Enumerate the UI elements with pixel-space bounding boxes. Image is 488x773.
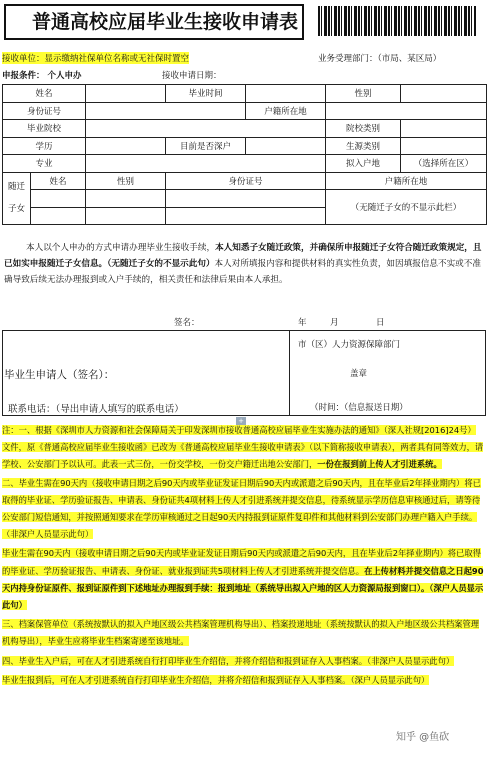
cell-acc-gender-value-2[interactable] — [86, 207, 166, 225]
cell-acc-id-value[interactable] — [166, 190, 326, 208]
declaration-text: 本人以个人申办的方式申请办理毕业生接收手续， — [26, 243, 216, 253]
receiving-unit-label: 接收单位：显示缴纳社保单位名称或无社保时置空 — [2, 54, 190, 64]
cell-settle-label: 拟入户地 — [326, 155, 401, 173]
barcode — [318, 6, 476, 36]
cell-degree-label: 学历 — [3, 137, 86, 155]
declaration — [4, 240, 484, 288]
sign-label: 签名： — [174, 318, 200, 328]
note-1-upload: 一份在报到前上传人才引进系统。 — [317, 459, 442, 470]
cell-major-value[interactable] — [86, 155, 326, 173]
cell-accompany-label: 随迁子女 — [3, 172, 31, 225]
table-move-handle[interactable]: + — [236, 417, 246, 425]
cell-acc-gender-value[interactable] — [86, 190, 166, 208]
cell-acc-id-label: 身份证号 — [166, 172, 326, 190]
cell-name-value[interactable] — [86, 85, 166, 103]
approval-divider — [289, 331, 290, 415]
cell-acc-id-value-2[interactable] — [166, 207, 326, 225]
sign-year: 年 — [298, 318, 307, 328]
cell-gender-value[interactable] — [401, 85, 487, 103]
cell-no-acc-note: （无随迁子女的不显示此栏） — [326, 190, 487, 225]
cell-acc-name-value[interactable] — [31, 190, 86, 208]
cell-school-type-value[interactable] — [401, 120, 487, 138]
cell-acc-name-label: 姓名 — [31, 172, 86, 190]
notes-section — [2, 422, 484, 689]
seal-label: 盖章 — [350, 369, 368, 379]
note-3-report: 在上传材料并提交信息之日起90天内持身份证原件、报到证原件到下述地址办理报到手续：报到地址（系统导出拟入户地的区人力资源局报到窗口）。（深户人员显示此句） — [2, 565, 484, 611]
cell-source-label: 生源类别 — [326, 137, 401, 155]
cell-hukou-value[interactable] — [326, 102, 487, 120]
cell-acc-name-value-2[interactable] — [31, 207, 86, 225]
hr-dept-label: 市（区）人力资源保障部门 — [298, 340, 401, 350]
cell-id-label: 身份证号 — [3, 102, 86, 120]
note-4: 三、档案保管单位（系统按默认的拟入户地区级公共档案管理机构导出）、档案投递地址（系统按默认的拟入户地区级公共档案管理机构导出），毕业生应将毕业生档案寄递至该地址。 — [2, 619, 480, 647]
form-title: 普通高校应届毕业生接收申请表 — [4, 4, 304, 40]
cell-school-label: 毕业院校 — [3, 120, 86, 138]
cell-hukou-label: 户籍所在地 — [246, 102, 326, 120]
condition-label: 申报条件： 个人申办 — [2, 71, 82, 81]
applicant-form-table — [2, 84, 487, 225]
note-1: 注：一、根据《深圳市人力资源和社会保障局关于印发深圳市接收普通高校应届毕业生实施办法的通知》（深人社规[2016]24号）文件，原《普通高校应届毕业生接收函》已改为《普通高校应届毕业生接收申请表》（以下简称接收申请表），两者具有同等效力，请学校、公安部门予以认可。此表一式三份，一份交学校，一份交户籍迁出地公安部门， — [2, 425, 484, 470]
note-2: 二、毕业生需在90天内（接收申请日期之后90天内或毕业证发证日期后90天内或派遣之后90天内，且在毕业后2年择业期内）将已取得的毕业证、学历验证报告、申请表、身份证共4项材料上传人才引进系统并提交信息，待系统显示学历信息审核通过后，请等待公安部门短信通知，并按照通知要求在学历审核通过之日起90天内持报到证原件复印件和其他材料到公安部门办理户籍入户手续。（非深户人员显示此句） — [2, 477, 481, 540]
declaration-accompany: 本人知悉子女随迁政策，并确保所申报随迁子女符合随迁政策规定，且已如实申报随迁子女信息。（无随迁子女的不显示此句） — [4, 243, 482, 269]
note-5: 四、毕业生入户后，可在人才引进系统自行打印毕业生介绍信，并将介绍信和报到证存入人事档案。（非深户人员显示此句） — [2, 655, 455, 666]
cell-settle-value[interactable]: （选择所在区） — [401, 155, 487, 173]
cell-source-value[interactable] — [401, 137, 487, 155]
cell-grad-time-value[interactable] — [246, 85, 326, 103]
sign-month: 月 — [330, 318, 339, 328]
cell-id-value[interactable] — [86, 102, 246, 120]
declaration-responsibility: 本人对所填报内容和提供材料的真实性负责，如因填报信息不实或不准确导致后续无法办理报到或入户手续的，相关责任和法律后果由本人承担。 — [4, 259, 481, 285]
note-6: 毕业生报到后，可在人才引进系统自行打印毕业生介绍信，并将介绍信和报到证存入人事档案。（深户人员显示此句） — [2, 674, 430, 685]
cell-gender-label: 性别 — [326, 85, 401, 103]
report-date-label: （时间：（信息报送日期） — [310, 403, 408, 413]
cell-degree-value[interactable] — [86, 137, 166, 155]
dept-label: 业务受理部门：（市局、某区局） — [318, 54, 442, 64]
cell-grad-time-label: 毕业时间 — [166, 85, 246, 103]
cell-dorm-value[interactable] — [246, 137, 326, 155]
cell-name-label: 姓名 — [3, 85, 86, 103]
cell-major-label: 专业 — [3, 155, 86, 173]
cell-acc-hukou-label: 户籍所在地 — [326, 172, 487, 190]
date-label: 接收申请日期： — [162, 71, 222, 81]
note-3: 毕业生需在90天内（接收申请日期之后90天内或毕业证发证日期后90天内或派遣之后90天内，且在毕业后2年择业期内）将已取得的毕业证、学历验证报告、申请表、身份证、就业报到证共5项材料上传人才引进系统并提交信息。 — [2, 548, 481, 576]
cell-school-type-label: 院校类别 — [326, 120, 401, 138]
applicant-phone: 联系电话：（导出申请人填写的联系电话） — [8, 404, 184, 415]
watermark: 知乎 @鱼砍 — [396, 732, 450, 743]
cell-acc-gender-label: 性别 — [86, 172, 166, 190]
sign-day: 日 — [376, 318, 385, 328]
cell-school-value[interactable] — [86, 120, 326, 138]
applicant-sign-label: 毕业生申请人（签名）： — [4, 369, 115, 381]
cell-dorm-label: 目前是否深户 — [166, 137, 246, 155]
